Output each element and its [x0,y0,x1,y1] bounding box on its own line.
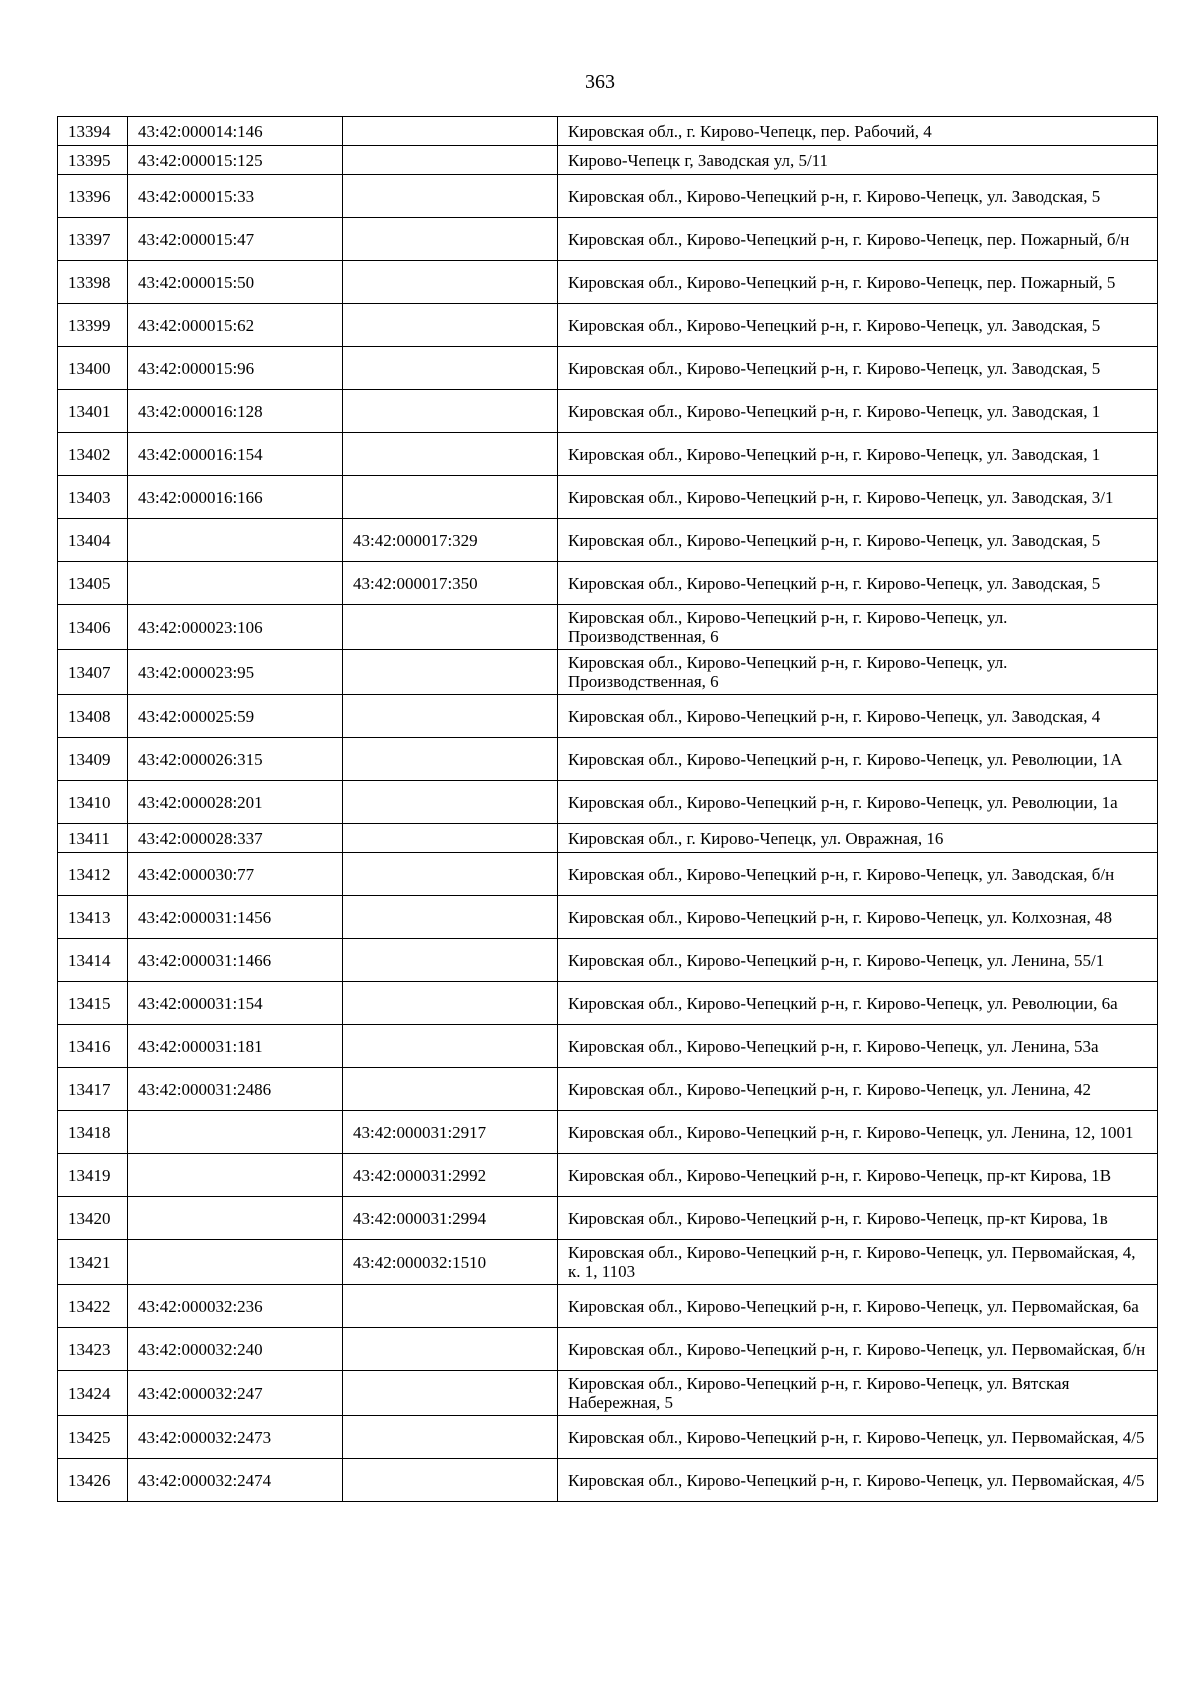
cadastral-number-cell: 43:42:000032:247 [128,1371,343,1416]
cadastral-number-cell: 43:42:000025:59 [128,695,343,738]
address-cell: Кировская обл., Кирово-Чепецкий р-н, г. Кирово-Чепецк, ул. Заводская, 4 [558,695,1158,738]
table-row [58,939,1158,982]
table-row [58,1328,1158,1371]
cadastral-number-cell: 43:42:000030:77 [128,853,343,896]
cadastral-number-cell: 43:42:000031:1456 [128,896,343,939]
related-cadastral-number-cell [343,218,558,261]
related-cadastral-number-cell [343,390,558,433]
related-cadastral-number-cell [343,347,558,390]
row-number-cell: 13423 [58,1328,128,1371]
address-cell: Кировская обл., Кирово-Чепецкий р-н, г. Кирово-Чепецк, ул. Заводская, 5 [558,519,1158,562]
row-number-cell: 13417 [58,1068,128,1111]
cadastral-number-cell [128,1240,343,1285]
cadastral-number-cell: 43:42:000028:201 [128,781,343,824]
address-cell: Кировская обл., Кирово-Чепецкий р-н, г. Кирово-Чепецк, ул. Заводская, 1 [558,433,1158,476]
address-cell: Кировская обл., Кирово-Чепецкий р-н, г. Кирово-Чепецк, ул. Заводская, 5 [558,347,1158,390]
address-cell: Кировская обл., Кирово-Чепецкий р-н, г. Кирово-Чепецк, пер. Пожарный, б/н [558,218,1158,261]
table-row [58,1068,1158,1111]
address-cell: Кировская обл., Кирово-Чепецкий р-н, г. Кирово-Чепецк, ул. Ленина, 53а [558,1025,1158,1068]
row-number-cell: 13410 [58,781,128,824]
table-row [58,562,1158,605]
related-cadastral-number-cell: 43:42:000031:2994 [343,1197,558,1240]
cadastral-number-cell: 43:42:000031:154 [128,982,343,1025]
cadastral-number-cell: 43:42:000015:96 [128,347,343,390]
related-cadastral-number-cell [343,605,558,650]
address-cell: Кировская обл., Кирово-Чепецкий р-н, г. Кирово-Чепецк, ул. Вятская Набережная, 5 [558,1371,1158,1416]
table-row [58,605,1158,650]
address-cell: Кировская обл., Кирово-Чепецкий р-н, г. Кирово-Чепецк, ул. Первомайская, 4, к. 1, 1103 [558,1240,1158,1285]
row-number-cell: 13419 [58,1154,128,1197]
related-cadastral-number-cell [343,650,558,695]
cadastral-number-cell: 43:42:000016:128 [128,390,343,433]
address-cell: Кировская обл., Кирово-Чепецкий р-н, г. Кирово-Чепецк, ул. Первомайская, 4/5 [558,1459,1158,1502]
address-cell: Кировская обл., Кирово-Чепецкий р-н, г. Кирово-Чепецк, ул. Ленина, 12, 1001 [558,1111,1158,1154]
row-number-cell: 13426 [58,1459,128,1502]
related-cadastral-number-cell [343,853,558,896]
address-cell: Кировская обл., Кирово-Чепецкий р-н, г. Кирово-Чепецк, ул. Первомайская, б/н [558,1328,1158,1371]
cadastral-number-cell: 43:42:000032:240 [128,1328,343,1371]
row-number-cell: 13403 [58,476,128,519]
address-cell: Кирово-Чепецк г, Заводская ул, 5/11 [558,146,1158,175]
table-row [58,1371,1158,1416]
cadastral-number-cell: 43:42:000014:146 [128,117,343,146]
address-cell: Кировская обл., Кирово-Чепецкий р-н, г. Кирово-Чепецк, ул. Ленина, 55/1 [558,939,1158,982]
cadastral-number-cell [128,562,343,605]
cadastral-number-cell [128,1197,343,1240]
address-cell: Кировская обл., Кирово-Чепецкий р-н, г. Кирово-Чепецк, ул. Заводская, б/н [558,853,1158,896]
page-number: 363 [585,71,615,93]
related-cadastral-number-cell [343,982,558,1025]
cadastral-number-cell: 43:42:000031:2486 [128,1068,343,1111]
table-row [58,390,1158,433]
row-number-cell: 13394 [58,117,128,146]
cadastral-number-cell: 43:42:000032:2473 [128,1416,343,1459]
table-row [58,1240,1158,1285]
address-cell: Кировская обл., Кирово-Чепецкий р-н, г. Кирово-Чепецк, ул. Заводская, 5 [558,175,1158,218]
related-cadastral-number-cell [343,896,558,939]
address-cell: Кировская обл., Кирово-Чепецкий р-н, г. Кирово-Чепецк, пр-кт Кирова, 1в [558,1197,1158,1240]
row-number-cell: 13414 [58,939,128,982]
table-row [58,1285,1158,1328]
row-number-cell: 13420 [58,1197,128,1240]
row-number-cell: 13397 [58,218,128,261]
table-row [58,146,1158,175]
row-number-cell: 13424 [58,1371,128,1416]
row-number-cell: 13398 [58,261,128,304]
row-number-cell: 13405 [58,562,128,605]
address-cell: Кировская обл., Кирово-Чепецкий р-н, г. Кирово-Чепецк, ул. Заводская, 3/1 [558,476,1158,519]
table-row [58,304,1158,347]
table-row [58,982,1158,1025]
related-cadastral-number-cell: 43:42:000017:329 [343,519,558,562]
row-number-cell: 13399 [58,304,128,347]
address-cell: Кировская обл., Кирово-Чепецкий р-н, г. Кирово-Чепецк, ул. Заводская, 5 [558,304,1158,347]
related-cadastral-number-cell [343,175,558,218]
cadastral-number-cell: 43:42:000015:125 [128,146,343,175]
cadastral-number-cell [128,1111,343,1154]
table-row [58,824,1158,853]
row-number-cell: 13411 [58,824,128,853]
table-row [58,218,1158,261]
related-cadastral-number-cell [343,939,558,982]
cadastral-number-cell: 43:42:000032:2474 [128,1459,343,1502]
address-cell: Кировская обл., Кирово-Чепецкий р-н, г. Кирово-Чепецк, ул. Революции, 6а [558,982,1158,1025]
row-number-cell: 13404 [58,519,128,562]
related-cadastral-number-cell [343,146,558,175]
row-number-cell: 13418 [58,1111,128,1154]
related-cadastral-number-cell [343,781,558,824]
table-row [58,695,1158,738]
related-cadastral-number-cell [343,824,558,853]
related-cadastral-number-cell [343,117,558,146]
row-number-cell: 13408 [58,695,128,738]
table-row [58,650,1158,695]
cadastral-number-cell [128,1154,343,1197]
address-cell: Кировская обл., Кирово-Чепецкий р-н, г. Кирово-Чепецк, ул. Первомайская, 6а [558,1285,1158,1328]
cadastral-number-cell: 43:42:000015:50 [128,261,343,304]
cadastral-number-cell: 43:42:000015:47 [128,218,343,261]
row-number-cell: 13421 [58,1240,128,1285]
cadastral-number-cell: 43:42:000016:166 [128,476,343,519]
address-cell: Кировская обл., Кирово-Чепецкий р-н, г. Кирово-Чепецк, ул. Производственная, 6 [558,605,1158,650]
cadastral-number-cell: 43:42:000015:62 [128,304,343,347]
related-cadastral-number-cell: 43:42:000017:350 [343,562,558,605]
table-row [58,896,1158,939]
cadastral-number-cell [128,519,343,562]
related-cadastral-number-cell [343,738,558,781]
table-row [58,117,1158,146]
cadastral-number-cell: 43:42:000023:106 [128,605,343,650]
address-cell: Кировская обл., Кирово-Чепецкий р-н, г. Кирово-Чепецк, пр-кт Кирова, 1В [558,1154,1158,1197]
row-number-cell: 13416 [58,1025,128,1068]
address-cell: Кировская обл., г. Кирово-Чепецк, пер. Рабочий, 4 [558,117,1158,146]
table-row [58,476,1158,519]
table-row [58,519,1158,562]
related-cadastral-number-cell [343,1328,558,1371]
table-row [58,261,1158,304]
table-row [58,1197,1158,1240]
row-number-cell: 13395 [58,146,128,175]
row-number-cell: 13422 [58,1285,128,1328]
related-cadastral-number-cell [343,433,558,476]
table-row [58,433,1158,476]
address-cell: Кировская обл., Кирово-Чепецкий р-н, г. Кирово-Чепецк, ул. Первомайская, 4/5 [558,1416,1158,1459]
related-cadastral-number-cell: 43:42:000031:2917 [343,1111,558,1154]
registry-table [57,116,1158,1502]
related-cadastral-number-cell [343,1371,558,1416]
address-cell: Кировская обл., Кирово-Чепецкий р-н, г. Кирово-Чепецк, ул. Колхозная, 48 [558,896,1158,939]
table-row [58,1025,1158,1068]
table-row [58,738,1158,781]
row-number-cell: 13413 [58,896,128,939]
table-row [58,781,1158,824]
related-cadastral-number-cell [343,695,558,738]
cadastral-number-cell: 43:42:000031:1466 [128,939,343,982]
address-cell: Кировская обл., Кирово-Чепецкий р-н, г. Кирово-Чепецк, ул. Революции, 1А [558,738,1158,781]
cadastral-number-cell: 43:42:000023:95 [128,650,343,695]
address-cell: Кировская обл., Кирово-Чепецкий р-н, г. Кирово-Чепецк, ул. Заводская, 1 [558,390,1158,433]
address-cell: Кировская обл., Кирово-Чепецкий р-н, г. Кирово-Чепецк, ул. Заводская, 5 [558,562,1158,605]
related-cadastral-number-cell: 43:42:000032:1510 [343,1240,558,1285]
row-number-cell: 13402 [58,433,128,476]
address-cell: Кировская обл., Кирово-Чепецкий р-н, г. Кирово-Чепецк, ул. Революции, 1а [558,781,1158,824]
related-cadastral-number-cell [343,1416,558,1459]
address-cell: Кировская обл., Кирово-Чепецкий р-н, г. Кирово-Чепецк, ул. Ленина, 42 [558,1068,1158,1111]
registry-table-body [58,117,1158,1502]
related-cadastral-number-cell [343,1025,558,1068]
related-cadastral-number-cell [343,1285,558,1328]
cadastral-number-cell: 43:42:000015:33 [128,175,343,218]
address-cell: Кировская обл., Кирово-Чепецкий р-н, г. Кирово-Чепецк, пер. Пожарный, 5 [558,261,1158,304]
cadastral-number-cell: 43:42:000028:337 [128,824,343,853]
row-number-cell: 13406 [58,605,128,650]
related-cadastral-number-cell [343,476,558,519]
address-cell: Кировская обл., Кирово-Чепецкий р-н, г. Кирово-Чепецк, ул. Производственная, 6 [558,650,1158,695]
related-cadastral-number-cell [343,1068,558,1111]
table-row [58,175,1158,218]
table-row [58,1111,1158,1154]
row-number-cell: 13400 [58,347,128,390]
row-number-cell: 13415 [58,982,128,1025]
row-number-cell: 13409 [58,738,128,781]
related-cadastral-number-cell [343,261,558,304]
cadastral-number-cell: 43:42:000026:315 [128,738,343,781]
cadastral-number-cell: 43:42:000031:181 [128,1025,343,1068]
row-number-cell: 13396 [58,175,128,218]
related-cadastral-number-cell [343,1459,558,1502]
table-row [58,1416,1158,1459]
row-number-cell: 13401 [58,390,128,433]
address-cell: Кировская обл., г. Кирово-Чепецк, ул. Овражная, 16 [558,824,1158,853]
table-row [58,853,1158,896]
row-number-cell: 13425 [58,1416,128,1459]
row-number-cell: 13412 [58,853,128,896]
related-cadastral-number-cell: 43:42:000031:2992 [343,1154,558,1197]
cadastral-number-cell: 43:42:000016:154 [128,433,343,476]
table-row [58,1154,1158,1197]
cadastral-number-cell: 43:42:000032:236 [128,1285,343,1328]
table-row [58,1459,1158,1502]
table-row [58,347,1158,390]
related-cadastral-number-cell [343,304,558,347]
row-number-cell: 13407 [58,650,128,695]
